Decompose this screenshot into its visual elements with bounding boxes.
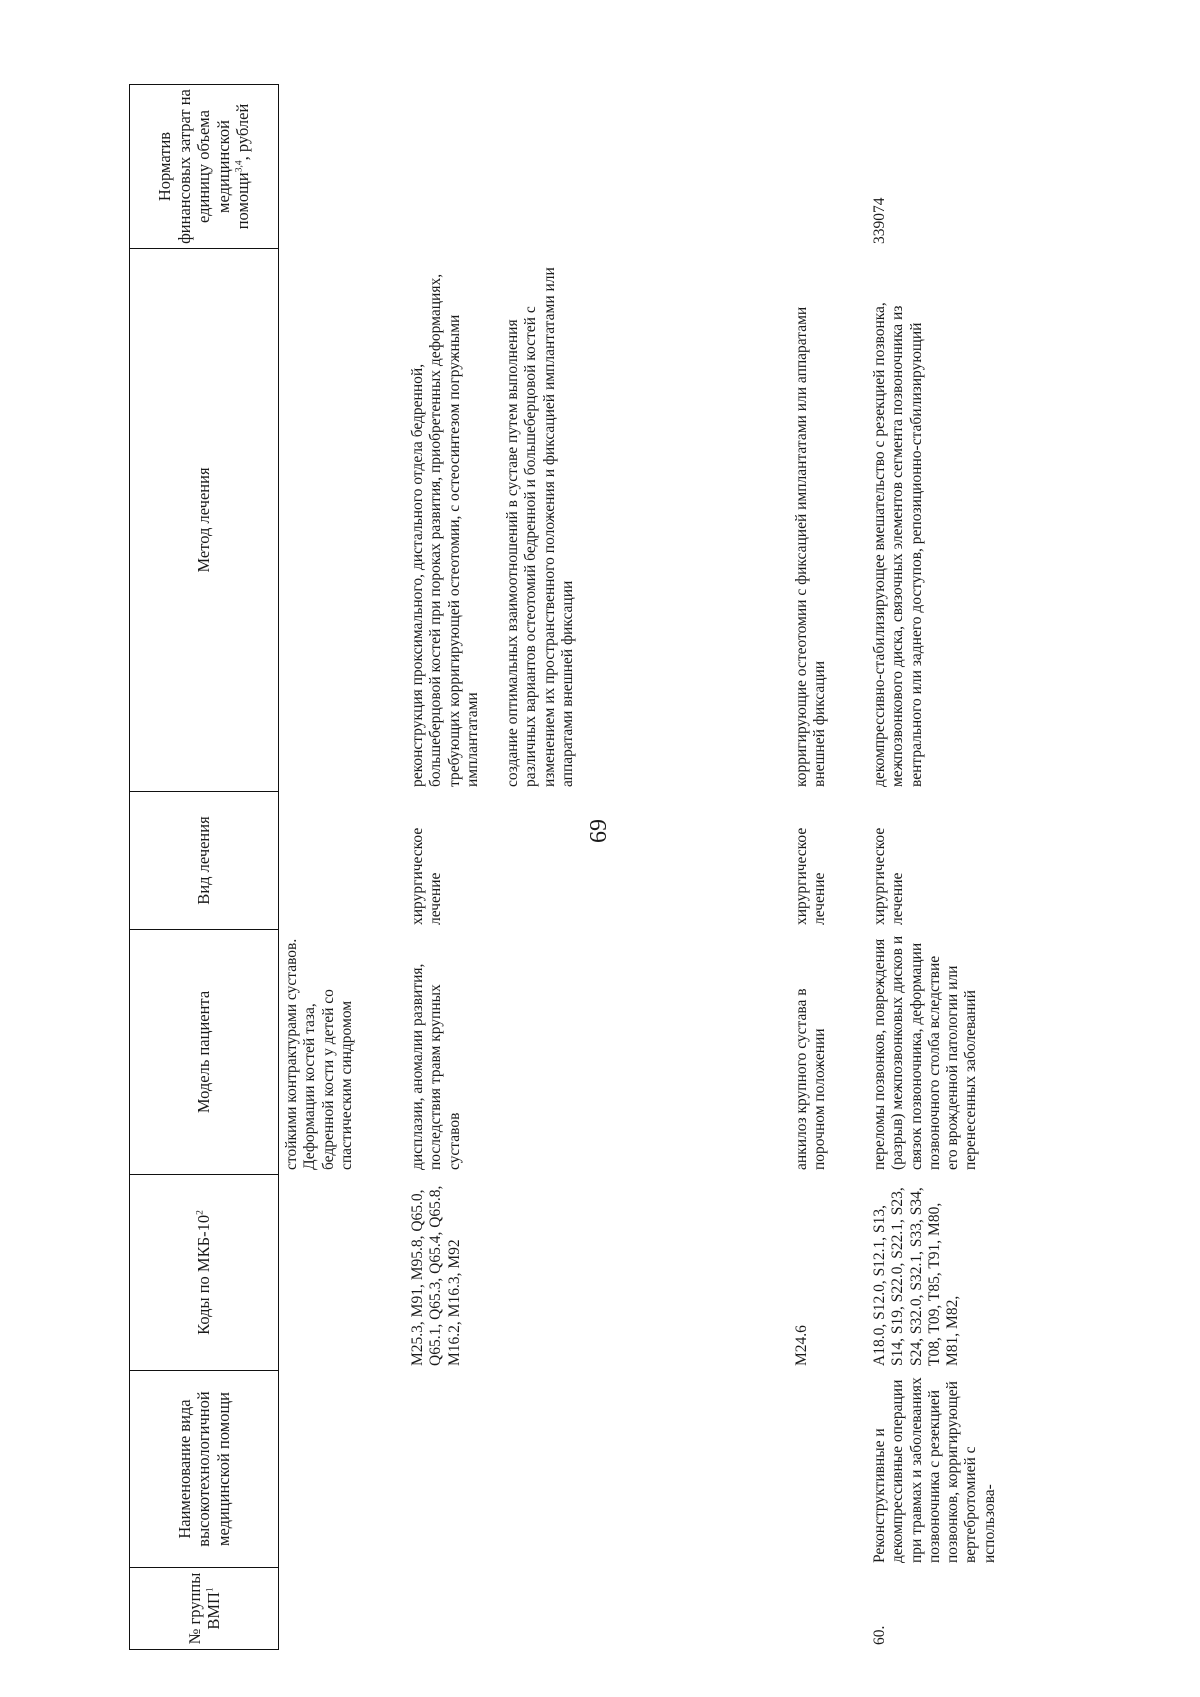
cell-norm: [789, 85, 867, 249]
header-group-no: № группы ВМП$^1$: [130, 1568, 279, 1650]
table-row: [867, 85, 1200, 1650]
header-method: Метод лечения: [130, 249, 279, 792]
table-row: [279, 85, 406, 1650]
cell-codes: [279, 1175, 406, 1371]
table-row: [789, 85, 867, 1650]
cell-model: дисплазии, аномалии развития, последствия травм крупных суставов: [409, 963, 463, 1170]
header-model: Модель пациента: [130, 930, 279, 1175]
cell-name: Реконструктивные и декомпрессивные операции при травмах и заболеваниях позвоночника с резекцией позвонков, корригирующей вертебротомией с использова-: [871, 1377, 998, 1563]
cell-name: [789, 1371, 867, 1568]
treatment-table: [129, 84, 1200, 1650]
cell-group-no: [789, 1568, 867, 1650]
method-item: корригирующие остеотомии с фиксацией имплантатами или аппаратами внешней фиксации: [793, 306, 829, 787]
table-row: [405, 85, 789, 1650]
cell-model: стойкими контрактурами суставов. Деформации костей таза, бедренной кости у детей со спастическим синдромом: [283, 938, 355, 1170]
cell-method: [279, 249, 406, 792]
cell-model: переломы позвонков, повреждения (разрыв) межпозвонковых дисков и связок позвоночника, деформации позвоночного столба вследствие его врожденной патологии или перенесенных заболеваний: [871, 935, 980, 1170]
header-codes: Коды по МКБ-$10^2$: [130, 1175, 279, 1371]
cell-codes: M25.3, M91, M95.8, Q65.0, Q65.1, Q65.3, Q65.4, Q65.8, M16.2, M16.3, M92: [409, 1185, 463, 1366]
cell-method: [789, 249, 867, 792]
cell-group-no: [405, 1568, 789, 1650]
cell-group-no: 60.: [871, 1625, 888, 1645]
method-item: создание оптимальных взаимоотношений в суставе путем выполнения различных вариантов остеотомий бедренной и большеберцовой костей с изменением их пространственного положения и фиксацией имплантатами или аппаратами внешней фиксации: [504, 267, 576, 787]
cell-method: [867, 249, 1200, 792]
method-item: реконструкция проксимального, дистального отдела бедренной, большеберцовой костей при пороках развития, приобретенных деформациях, требующих корригирующей остеотомии, с остеосинтезом погружными имплантатами: [409, 273, 481, 787]
cell-group-no: [279, 1568, 406, 1650]
method-item: декомпрессивно-стабилизирующее вмешательство с резекцией позвонка, межпозвонкового диска, связочных элементов сегмента позвоночника из вентрального или заднего доступов, репозиционно-стабилизирующий: [871, 302, 925, 787]
cell-treatment-type: хирургическое лечение: [871, 827, 907, 925]
header-treatment-type: Вид лечения: [130, 792, 279, 930]
header-name: Наименование вида высокотехнологичной медицинской помощи: [130, 1371, 279, 1568]
cell-name: [405, 1371, 789, 1568]
cell-codes: M24.6: [793, 1325, 810, 1366]
cell-norm: 339074: [871, 197, 888, 244]
cell-method: [405, 249, 789, 792]
header-norm: Норматив финансовых затрат на единицу объема медицинской помощи$^{3,4}$, рублей: [130, 85, 279, 249]
cell-treatment-type: [279, 792, 406, 930]
cell-norm: [405, 85, 789, 249]
cell-treatment-type: хирургическое лечение: [793, 827, 829, 925]
table-header-row: [130, 85, 279, 1650]
page-number: 69: [586, 819, 612, 843]
cell-treatment-type: хирургическое лечение: [409, 827, 445, 925]
document-table-container: [129, 85, 1200, 1650]
cell-norm: [279, 85, 406, 249]
cell-model: анкилоз крупного сустава в порочном положении: [793, 988, 829, 1170]
cell-name: [279, 1371, 406, 1568]
cell-codes: A18.0, S12.0, S12.1, S13, S14, S19, S22.0, S22.1, S23, S24, S32.0, S32.1, S33, S34, T08, T09, T85, T91, M80, M81, M82,: [871, 1187, 962, 1366]
